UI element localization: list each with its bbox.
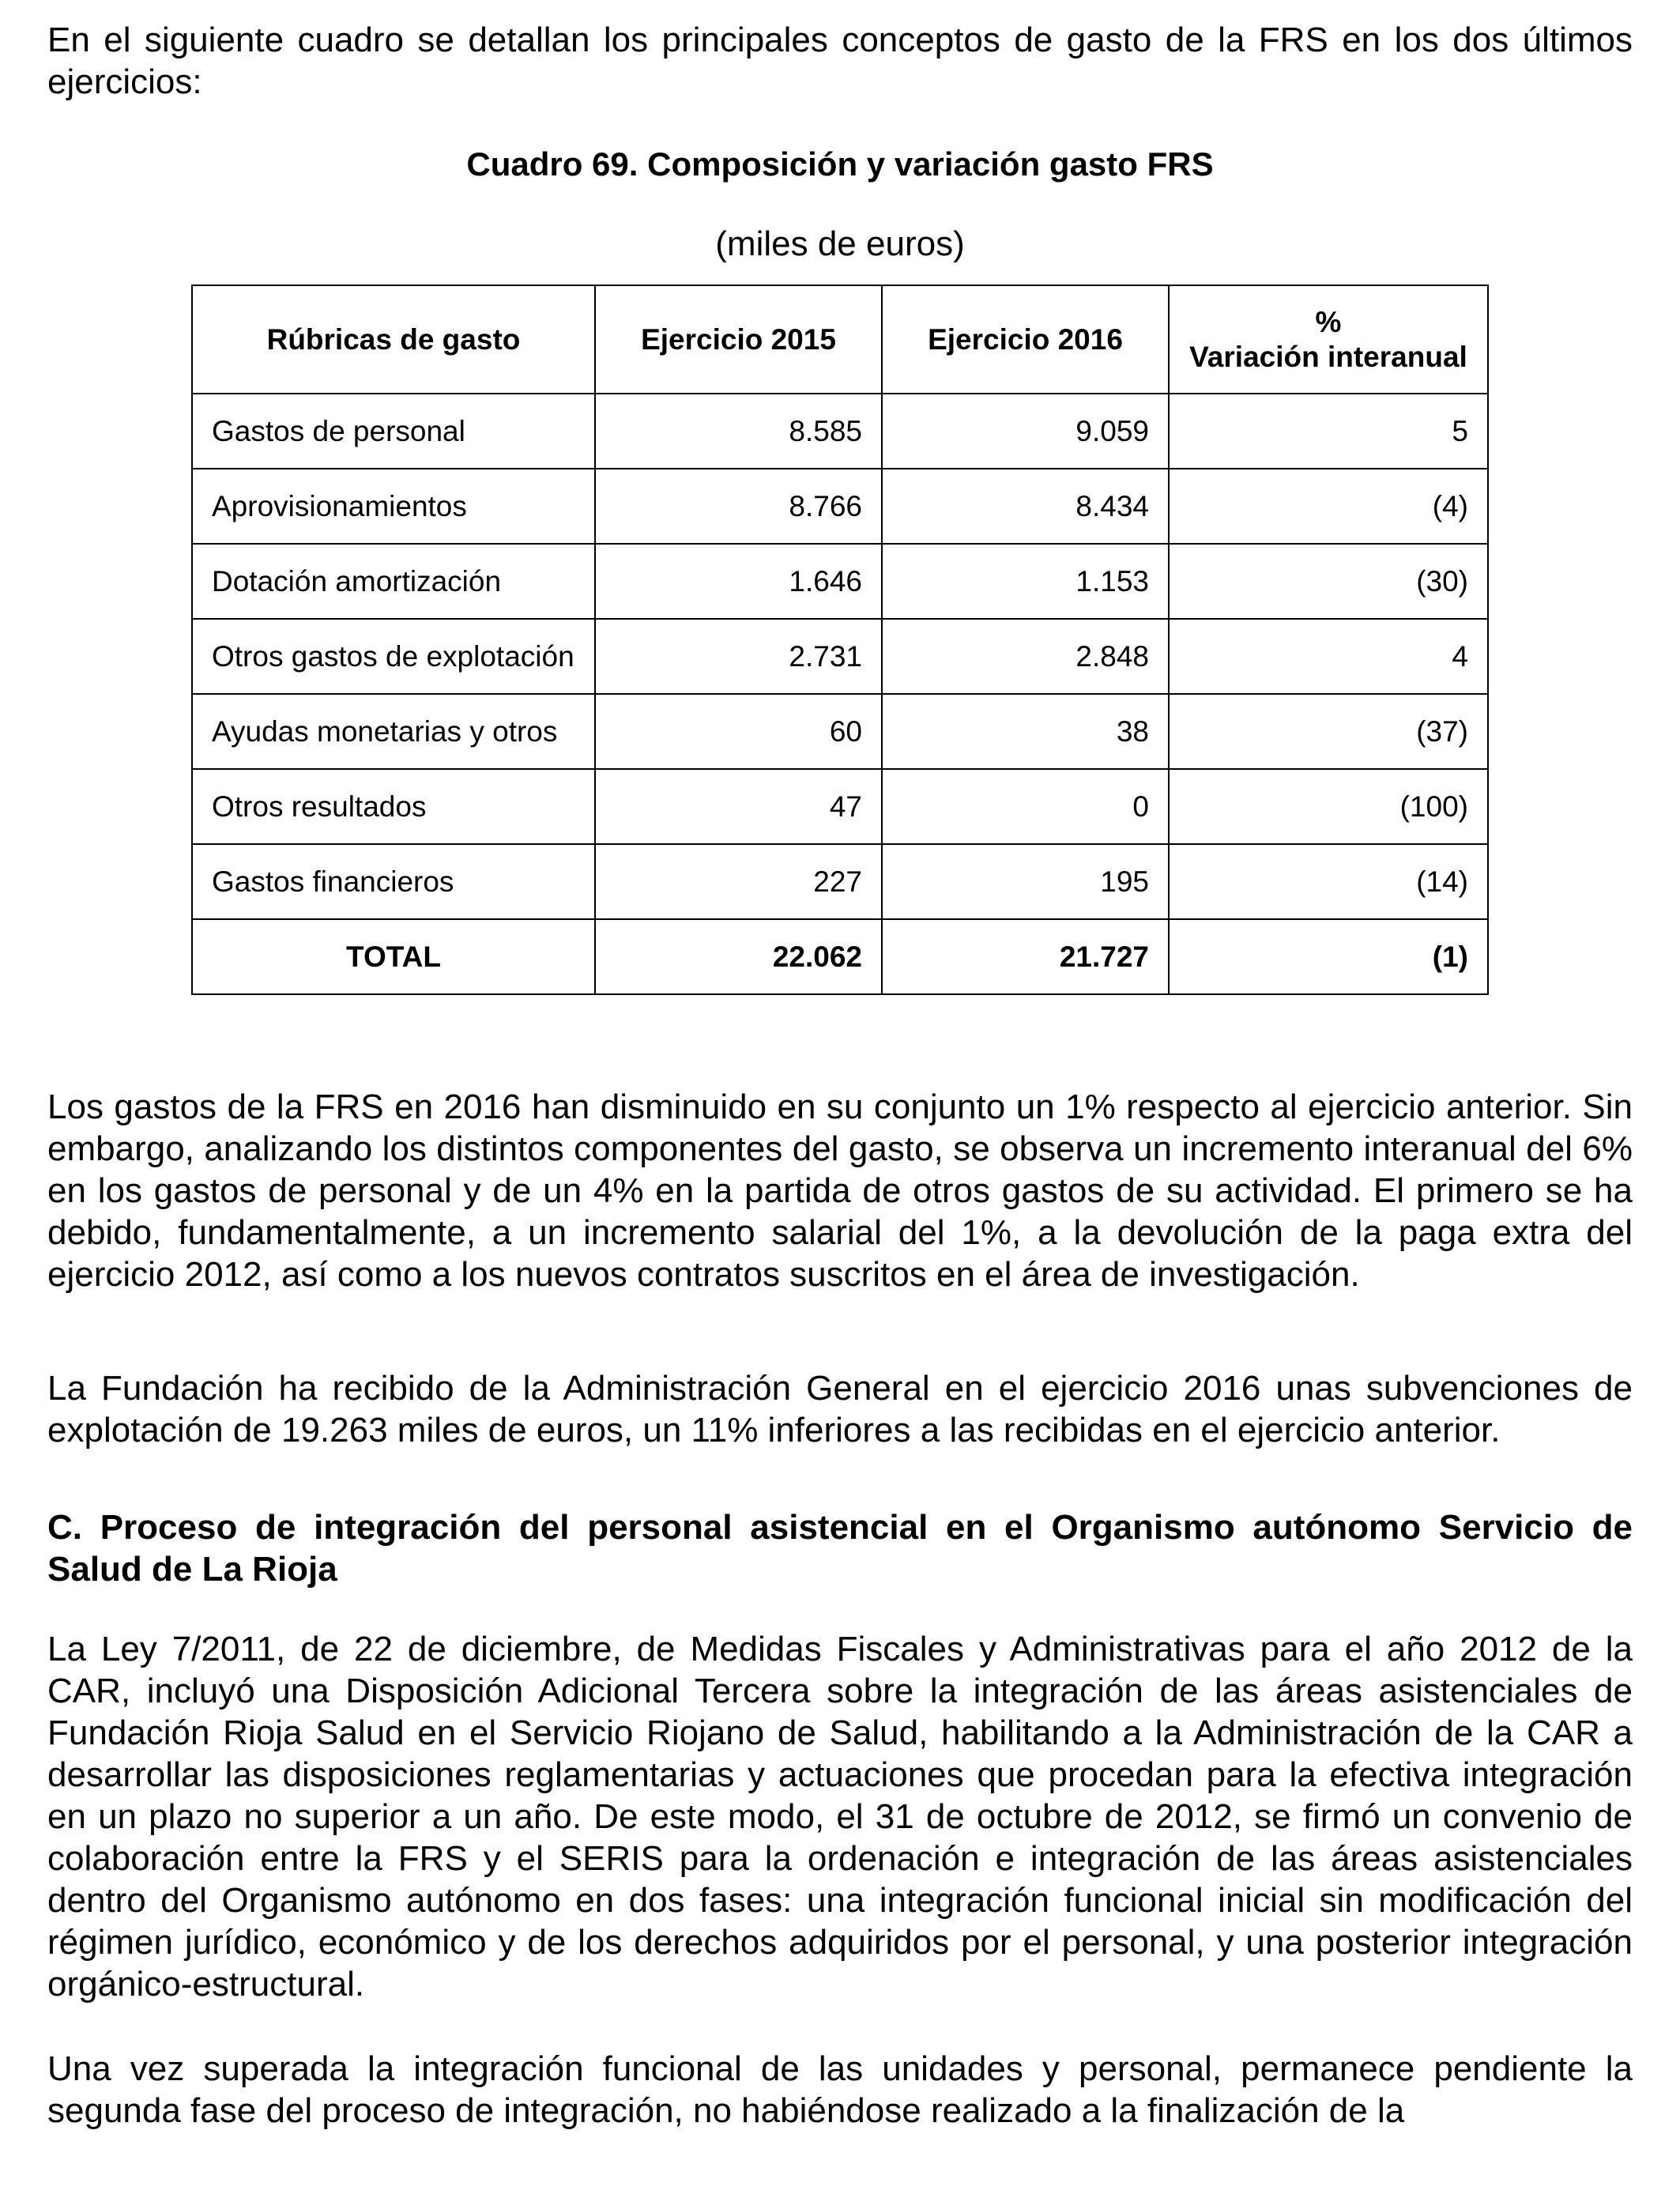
paragraph-subsidies: La Fundación ha recibido de la Administración General en el ejercicio 2016 unas subvenciones de explotación de 19.263 miles de euros, un 11% inferiores a las recibidas en el ejercicio anterior. [47,1369,1633,1449]
table-row [192,769,1488,844]
paragraph-law: La Ley 7/2011, de 22 de diciembre, de Medidas Fiscales y Administrativas para el año 2012 de la CAR, incluyó una Disposición Adicional Tercera sobre la integración de las áreas asistenciales de Fundación Rioja Salud en el Servicio Riojano de Salud, habilitando a la Administración de la CAR a desarrollar las disposiciones reglamentarias y actuaciones que procedan para la efectiva integración en un plazo no superior a un año. De este modo, el 31 de octubre de 2012, se firmó un convenio de colaboración entre la FRS y el SERIS para la ordenación e integración de las áreas asistenciales dentro del Organismo autónomo en dos fases: una integración funcional inicial sin modificación del régimen jurídico, económico y de los derechos adquiridos por el personal, y una posterior integración orgánico-estructural. [47,1630,1633,2004]
table-row [192,544,1488,619]
row-value-2015: 8.585 [595,394,882,469]
row-variation: (100) [1169,769,1488,844]
row-variation: 4 [1169,619,1488,694]
table-total-row [192,919,1488,994]
table-row [192,394,1488,469]
paragraph-pending-integration: Una vez superada la integración funcional de las unidades y personal, permanece pendiente la segunda fase del proceso de integración, no habiéndose realizado a la finalización de la [47,2049,1633,2130]
row-variation: (30) [1169,544,1488,619]
table-header-row [192,285,1488,394]
row-value-2016: 1.153 [882,544,1169,619]
row-value-2016: 2.848 [882,619,1169,694]
row-label: Gastos de personal [192,394,595,469]
header-variation [1169,285,1488,394]
total-value-2015: 22.062 [595,919,882,994]
paragraph-expense-analysis: Los gastos de la FRS en 2016 han disminuido en su conjunto un 1% respecto al ejercicio anterior. Sin embargo, analizando los distintos componentes del gasto, se observa un incremento interanual del 6% en los gastos de personal y de un 4% en la partida de otros gastos de su actividad. El primero se ha debido, fundamentalmente, a un incremento salarial del 1%, a la devolución de la paga extra del ejercicio 2012, así como a los nuevos contratos suscritos en el área de investigación. [47,1088,1633,1294]
row-label: Otros resultados [192,769,595,844]
table-row [192,469,1488,544]
header-2015: Ejercicio 2015 [595,285,882,394]
table-units: (miles de euros) [715,224,965,263]
header-variation-label: Variación interanual [1189,340,1467,373]
row-value-2016: 38 [882,694,1169,769]
row-value-2015: 1.646 [595,544,882,619]
row-label: Ayudas monetarias y otros [192,694,595,769]
row-label: Dotación amortización [192,544,595,619]
intro-paragraph: En el siguiente cuadro se detallan los principales conceptos de gasto de la FRS en los dos últimos ejercicios: [47,21,1633,101]
expense-table [191,285,1489,995]
header-variation-symbol: % [1315,305,1342,338]
row-value-2015: 60 [595,694,882,769]
row-variation: (14) [1169,844,1488,919]
table-row [192,844,1488,919]
row-label: Aprovisionamientos [192,469,595,544]
row-variation: (37) [1169,694,1488,769]
row-label: Otros gastos de explotación [192,619,595,694]
section-heading: C. Proceso de integración del personal asistencial en el Organismo autónomo Servicio de Salud de La Rioja [47,1508,1633,1589]
row-value-2016: 9.059 [882,394,1169,469]
row-variation: (4) [1169,469,1488,544]
row-variation: 5 [1169,394,1488,469]
row-value-2016: 0 [882,769,1169,844]
table-row [192,619,1488,694]
table-row [192,694,1488,769]
total-variation: (1) [1169,919,1488,994]
row-value-2015: 2.731 [595,619,882,694]
row-value-2015: 227 [595,844,882,919]
row-value-2015: 8.766 [595,469,882,544]
row-value-2016: 195 [882,844,1169,919]
row-label: Gastos financieros [192,844,595,919]
total-label: TOTAL [192,919,595,994]
row-value-2016: 8.434 [882,469,1169,544]
header-2016: Ejercicio 2016 [882,285,1169,394]
table-title: Cuadro 69. Composición y variación gasto FRS [466,145,1214,183]
total-value-2016: 21.727 [882,919,1169,994]
header-rubric: Rúbricas de gasto [192,285,595,394]
row-value-2015: 47 [595,769,882,844]
